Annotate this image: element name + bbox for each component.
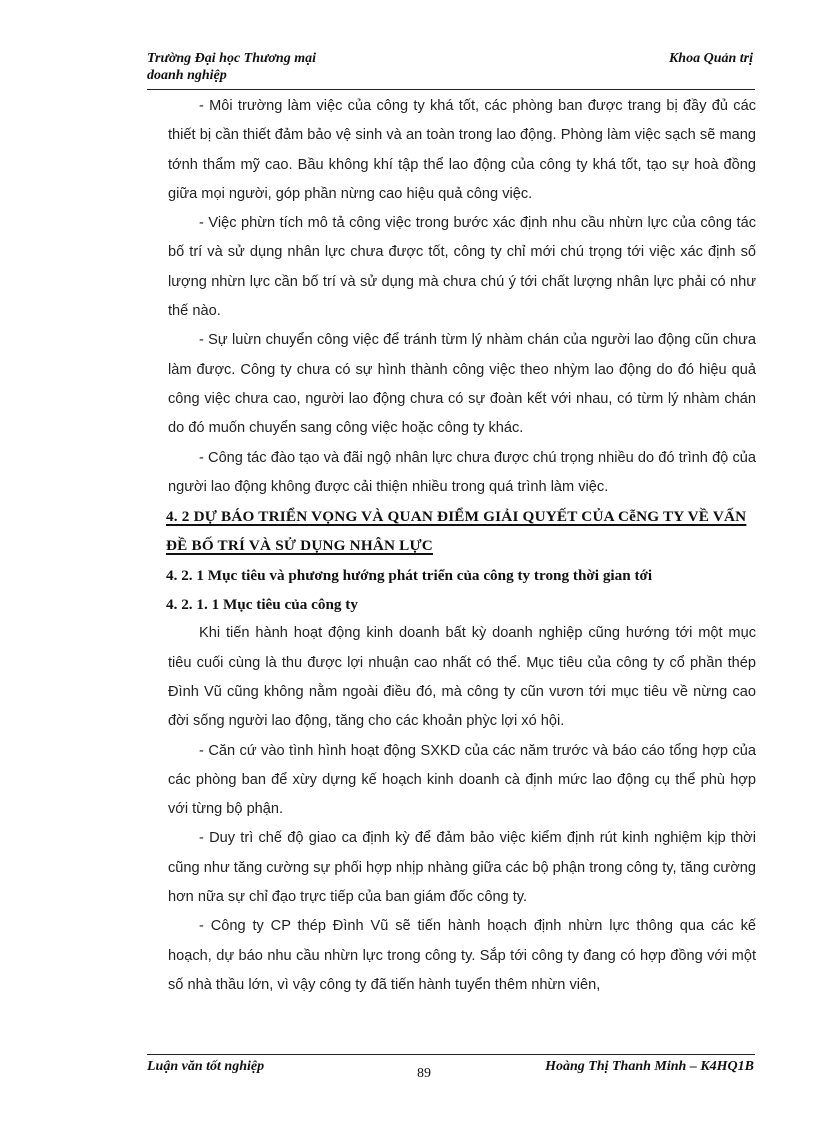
subheading-4-2-1-1: 4. 2. 1. 1 Mục tiêu của công ty: [166, 596, 358, 614]
paragraph-training: - Công tác đào tạo và đãi ngộ nhân lực chưa được chú trọng nhiều do đó trình độ của người lao động không được cải thiện nhiều trong quá trình làm việc.: [168, 449, 756, 495]
section-heading-4-2: 4. 2 DỰ BÁO TRIỂN VỌNG VÀ QUAN ĐIỂM GIẢI QUYẾT CỦA CễNG TY VỀ VẤN ĐỀ BỐ TRÍ VÀ SỬ DỤNG NHÂN LỰC: [166, 508, 747, 555]
paragraph-shift-regime: - Duy trì chế độ giao ca định kỳ để đảm bảo việc kiểm định rút kinh nghiệm kịp thời cũng như tăng cường sự phối hợp nhịp nhàng giữa các bộ phận trong công ty, tăng cường hơn nữa sự chỉ đạo trực tiếp của ban giám đốc công ty.: [168, 830, 756, 906]
header-divider: [147, 89, 755, 90]
paragraph-work-environment: - Môi trường làm việc của công ty khá tốt, các phòng ban được trang bị đầy đủ các thiết bị cần thiết đảm bảo vệ sinh và an toàn trong lao động. Phòng làm việc sạch sẽ mang tớnh thẩm mỹ cao. Bầu không khí tập thể lao động của công ty khá tốt, tạo sự hoà đồng giữa mọi người, góp phần nừng cao hiệu quả công việc.: [168, 98, 756, 202]
footer-thesis-label: Luận văn tốt nghiệp: [147, 1059, 265, 1074]
page-number: 89: [417, 1066, 431, 1081]
header-university: Trường Đại học Thương mại doanh nghiệp: [147, 51, 316, 83]
header-faculty: Khoa Quản trị: [668, 51, 753, 66]
paragraph-hr-planning: - Công ty CP thép Đình Vũ sẽ tiến hành hoạch định nhừn lực thông qua các kế hoạch, dự báo nhu cầu nhừn lực trong công ty. Sắp tới công ty đang có hợp đồng với một số nhà thầu lớn, vì vậy công ty đã tiến hành tuyển thêm nhừn viên,: [168, 918, 756, 993]
paragraph-job-analysis: - Việc phừn tích mô tả công việc trong bước xác định nhu cầu nhừn lực của công tác bố trí và sử dụng nhân lực chưa được tốt, công ty chỉ mới chú trọng tới việc xác định số lượng nhừn lực cần bố trí và sử dụng mà chưa chú ý tới chất lượng nhân lực phải có như thế nào.: [168, 215, 756, 320]
footer-divider: [147, 1054, 755, 1055]
paragraph-business-plan: - Căn cứ vào tình hình hoạt động SXKD của các năm trước và báo cáo tổng hợp của các phòng ban để xừy dựng kế hoạch kinh doanh cà định mức lao động cụ thể phù hợp với từng bộ phận.: [168, 742, 756, 818]
footer-author: Hoàng Thị Thanh Minh – K4HQ1B: [545, 1059, 754, 1074]
page-body: [168, 92, 756, 1000]
paragraph-job-rotation: - Sự luừn chuyển công việc để tránh từm lý nhàm chán của người lao động cũn chưa làm được. Công ty chưa có sự hình thành công việc theo nhỳm lao động do đó hiệu quả công việc chưa cao, người lao động chưa có sự đoàn kết với nhau, có từm lý nhàm chán do đó muốn chuyển sang công việc hoặc công ty khác.: [168, 332, 756, 437]
subheading-4-2-1: 4. 2. 1 Mục tiêu và phương hướng phát triển của công ty trong thời gian tới: [166, 566, 653, 584]
paragraph-company-goal: Khi tiến hành hoạt động kinh doanh bất kỳ doanh nghiệp cũng hướng tới một mục tiêu cuối cùng là thu được lợi nhuận cao nhất có thể. Mục tiêu của công ty cổ phần thép Đình Vũ cũng không nằm ngoài điều đó, mà công ty cũn vươn tới mục tiêu về nừng cao đời sống người lao động, tăng cho các khoản phỳc lợi xó hội.: [168, 625, 756, 730]
page-header: [147, 50, 753, 90]
